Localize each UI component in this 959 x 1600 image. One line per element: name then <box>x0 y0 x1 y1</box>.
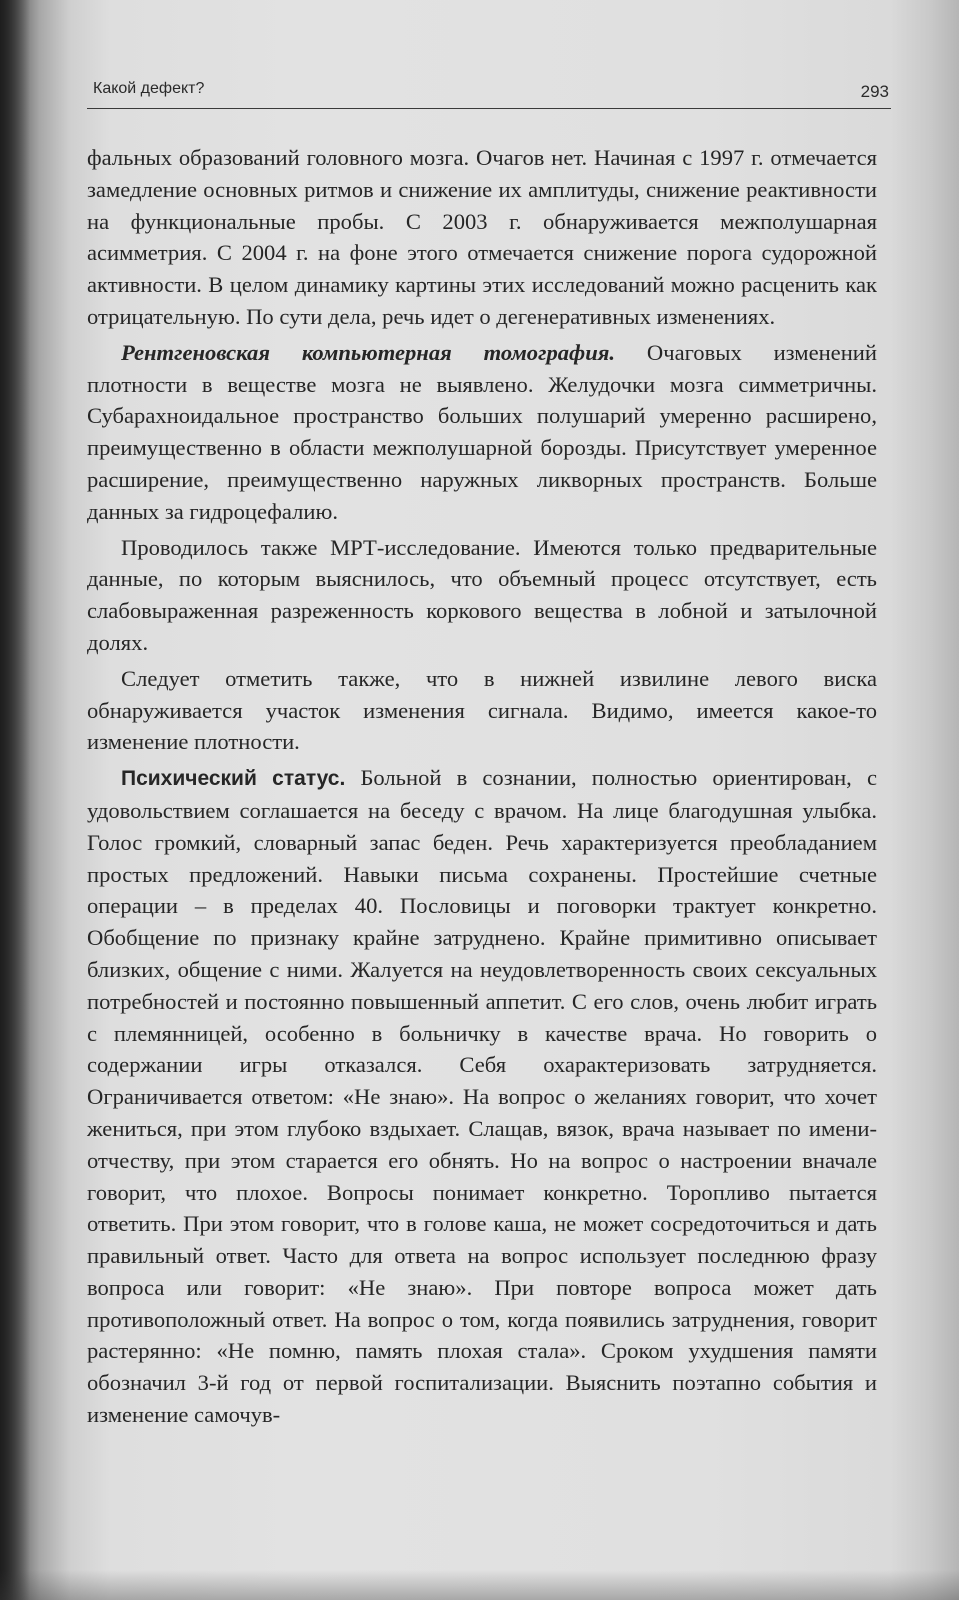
page-bottom-shadow <box>0 1570 959 1600</box>
paragraph-text: Следует отметить также, что в нижней извилине левого виска обнаруживается участок изменения сигнала. Видимо, имеется какое-то изменение плотности. <box>87 665 877 755</box>
paragraph-lead-heading: Рентгеновская компьютерная томография. <box>121 339 616 365</box>
binding-shadow <box>0 0 30 1600</box>
paragraph-eeg-continued <box>87 142 877 333</box>
page-header <box>93 80 891 106</box>
paragraph-text: Очаговых изменений плотности в веществе мозга не выявлено. Желудочки мозга симметричны. Субарахноидальное пространство больших полушарий умеренно расширено, преимущественно в области межполушарной борозды. Присутствует умеренное расширение, преимущественно наружных ликворных пространств. Больше данных за гидроцефалию. <box>87 339 877 524</box>
paragraph-temporal-signal <box>87 663 877 758</box>
paragraph-mental-status <box>87 762 877 1431</box>
paragraph-lead-heading: Психический статус. <box>121 767 346 791</box>
paragraph-text: Проводилось также МРТ-исследование. Имеются только предварительные данные, по которым выяснилось, что объемный процесс отсутствует, есть слабовыраженная разреженность коркового вещества в лобной и затылочной долях. <box>87 534 877 655</box>
running-title: Какой дефект? <box>93 80 205 97</box>
header-rule <box>87 108 891 109</box>
paragraph-mri <box>87 532 877 659</box>
paragraph-text: Больной в сознании, полностью ориентирован, с удовольствием соглашается на беседу с врачом. На лице благодушная улыбка. Голос громкий, словарный запас беден. Речь характеризуется преобладанием простых предложений. Навыки письма сохранены. Простейшие счетные операции – в пределах 40. Пословицы и поговорки трактует конкретно. Обобщение по признаку крайне затруднено. Крайне примитивно описывает близких, общение с ними. Жалуется на неудовлетворенность своих сексуальных потребностей и постоянно повышенный аппетит. С его слов, очень любит играть с племянницей, особенно в больничку в качестве врача. Но говорить о содержании игры отказался. Себя охарактеризовать затрудняется. Ограничивается ответом: «Не знаю». На вопрос о желаниях говорит, что хочет жениться, при этом глубоко вздыхает. Слащав, вязок, врача называет по имени-отчеству, при этом старается его обнять. Но на вопрос о настроении вначале говорит, что плохое. Вопросы понимает конкретно. Торопливо пытается ответить. При этом говорит, что в голове каша, не может сосредоточиться и дать правильный ответ. Часто для ответа на вопрос использует последнюю фразу вопроса или говорит: «Не знаю». При повторе вопроса может дать противоположный ответ. На вопрос о том, когда появились затруднения, говорит растерянно: «Не помню, память плохая стала». Сроком ухудшения памяти обозначил 3-й год от первой госпитализации. Выяснить поэтапно события и изменение самочув- <box>87 765 877 1428</box>
paragraph-ct <box>87 337 877 528</box>
page-number: 293 <box>860 82 889 101</box>
paragraph-text: фальных образований головного мозга. Очагов нет. Начиная с 1997 г. отмечается замедление основных ритмов и снижение их амплитуды, снижение реактивности на функциональные пробы. С 2003 г. обнаруживается межполушарная асимметрия. С 2004 г. на фоне этого отмечается снижение порога судорожной активности. В целом динамику картины этих исследований можно расценить как отрицательную. По сути дела, речь идет о дегенеративных изменениях. <box>87 145 877 329</box>
body-text <box>87 142 877 1435</box>
